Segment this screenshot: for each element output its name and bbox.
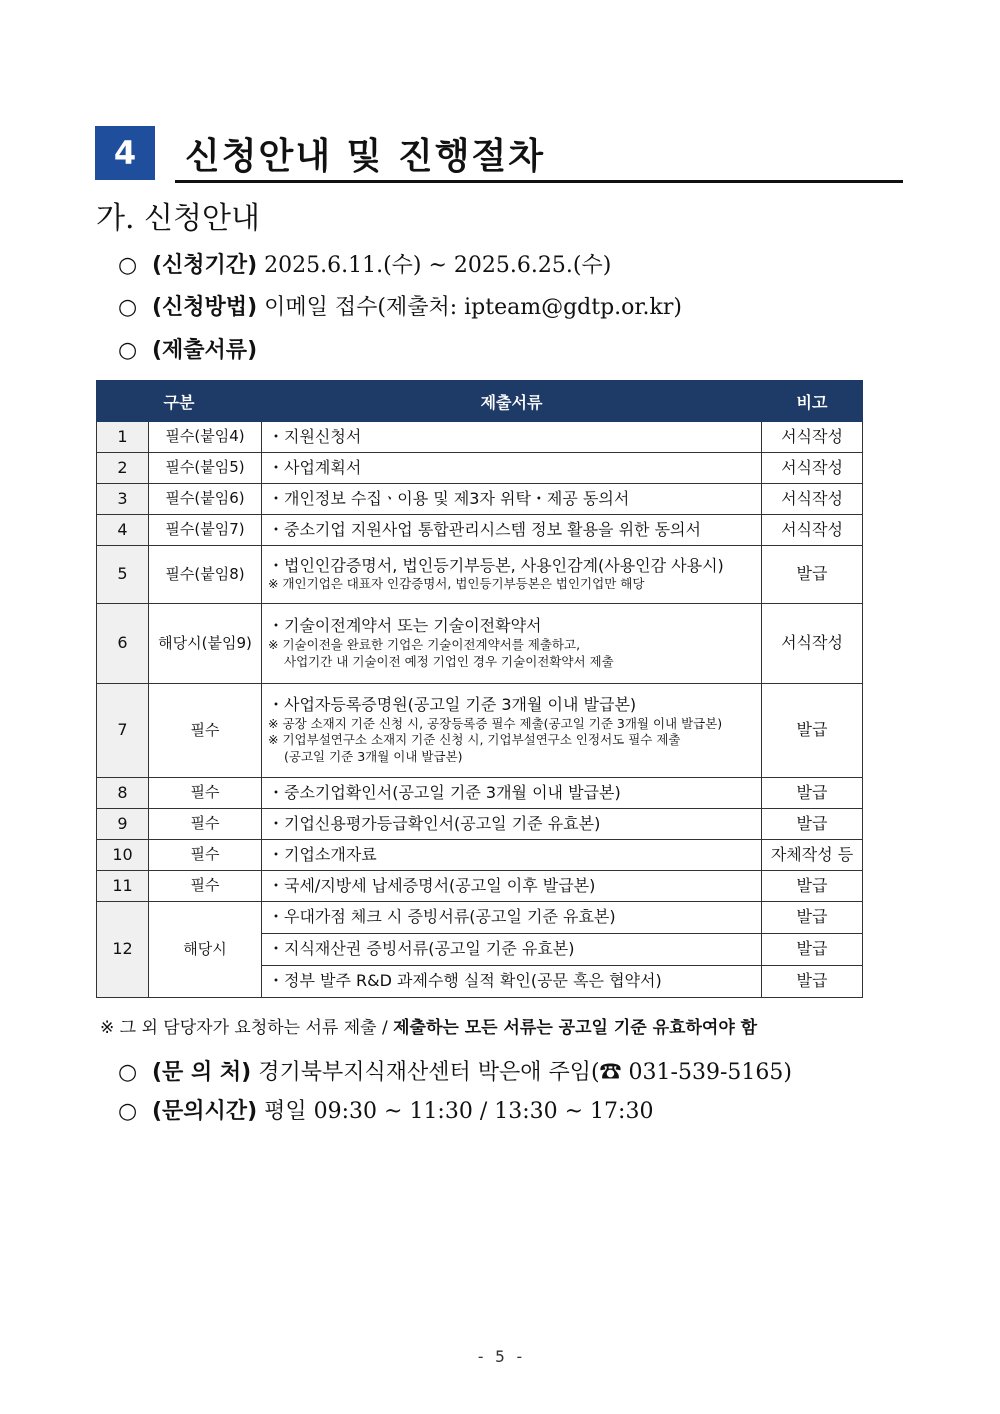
- table-row: [97, 453, 863, 484]
- row-document: [262, 546, 762, 604]
- circle-bullet-icon: ○: [118, 253, 138, 278]
- row-remark: 발급: [762, 778, 863, 809]
- document-name: ・개인정보 수집ㆍ이용 및 제3자 위탁・제공 동의서: [268, 488, 630, 508]
- row-document: [262, 604, 762, 684]
- row-number: 10: [97, 840, 149, 871]
- row-number: 11: [97, 871, 149, 902]
- bullet-text: 평일 09:30 ~ 11:30 / 13:30 ~ 17:30: [264, 1099, 654, 1124]
- row-remark: 서식작성: [762, 604, 863, 684]
- row-category: 필수: [149, 871, 262, 902]
- row-category: 필수: [149, 840, 262, 871]
- bullet-label: (신청방법): [152, 295, 258, 320]
- row-number: 5: [97, 546, 149, 604]
- row-category: 필수(붙임8): [149, 546, 262, 604]
- circle-bullet-icon: ○: [118, 1099, 138, 1124]
- row-number: 1: [97, 422, 149, 453]
- document-note: ※ 공장 소재지 기준 신청 시, 공장등록증 필수 제출(공고일 기준 3개월 이내 발급본): [268, 715, 723, 731]
- circle-bullet-icon: ○: [118, 338, 138, 363]
- document-name: ・지원신청서: [268, 426, 362, 446]
- bullet-text: 경기북부지식재산센터 박은애 주임(☎ 031-539-5165): [258, 1060, 792, 1085]
- row-number: 9: [97, 809, 149, 840]
- table-row: [97, 484, 863, 515]
- row-document: [262, 515, 762, 546]
- bullet-label: (문 의 처): [152, 1060, 252, 1085]
- row-document: [262, 778, 762, 809]
- document-note: ※ 기술이전을 완료한 기업은 기술이전계약서를 제출하고,: [268, 637, 581, 653]
- document-note: 사업기간 내 기술이전 예정 기업인 경우 기술이전확약서 제출: [284, 653, 614, 669]
- row-remark: 자체작성 등: [762, 840, 863, 871]
- row-category: 필수: [149, 684, 262, 778]
- table-row: [97, 809, 863, 840]
- bullet-application-method: [118, 290, 682, 321]
- document-name: ・기업신용평가등급확인서(공고일 기준 유효본): [268, 813, 601, 833]
- document-name: ・기업소개자료: [268, 844, 377, 864]
- document-name: ・사업자등록증명원(공고일 기준 3개월 이내 발급본): [268, 694, 637, 714]
- bullet-text: 2025.6.11.(수) ~ 2025.6.25.(수): [264, 253, 612, 278]
- row-category: 해당시(붙임9): [149, 604, 262, 684]
- table-header-row: [97, 381, 863, 422]
- row-document: [262, 809, 762, 840]
- row-remark: 서식작성: [762, 484, 863, 515]
- row-number: 4: [97, 515, 149, 546]
- document-name: ・법인인감증명서, 법인등기부등본, 사용인감계(사용인감 사용시): [268, 555, 724, 575]
- row-number: 6: [97, 604, 149, 684]
- row-remark: 발급: [762, 809, 863, 840]
- row-category: 필수: [149, 809, 262, 840]
- row-remark: 발급: [762, 934, 863, 966]
- row-remark: 서식작성: [762, 422, 863, 453]
- row-document: [262, 840, 762, 871]
- row-number: 2: [97, 453, 149, 484]
- bullet-contact: [118, 1055, 792, 1086]
- footnote: [100, 1013, 757, 1038]
- row-category: 필수(붙임4): [149, 422, 262, 453]
- circle-bullet-icon: ○: [118, 295, 138, 320]
- document-name: ・중소기업확인서(공고일 기준 3개월 이내 발급본): [268, 782, 621, 802]
- row-category: 필수(붙임6): [149, 484, 262, 515]
- footnote-text: ※ 그 외 담당자가 요청하는 서류 제출 /: [100, 1018, 394, 1038]
- row-remark: 발급: [762, 871, 863, 902]
- bullet-documents: [118, 333, 257, 364]
- document-name: ・기술이전계약서 또는 기술이전확약서: [268, 616, 542, 636]
- section-underline: [175, 180, 903, 183]
- table-row: [97, 840, 863, 871]
- table-row: [97, 871, 863, 902]
- header-notes: 비고: [762, 381, 863, 422]
- table-row: [97, 604, 863, 684]
- row-document: [262, 871, 762, 902]
- table-row: [97, 684, 863, 778]
- document-note: ※ 기업부설연구소 소재지 기준 신청 시, 기업부설연구소 인정서도 필수 제출: [268, 732, 681, 748]
- row-category: 해당시: [149, 902, 262, 998]
- row-category: 필수: [149, 778, 262, 809]
- table-row: [97, 422, 863, 453]
- row-document: ・우대가점 체크 시 증빙서류(공고일 기준 유효본): [262, 902, 762, 934]
- row-document: [262, 684, 762, 778]
- row-remark: 서식작성: [762, 515, 863, 546]
- table-row: [97, 778, 863, 809]
- document-name: ・중소기업 지원사업 통합관리시스템 정보 활용을 위한 동의서: [268, 519, 701, 539]
- documents-table: [96, 380, 863, 998]
- row-category: 필수(붙임7): [149, 515, 262, 546]
- row-number: 12: [97, 902, 149, 998]
- circle-bullet-icon: ○: [118, 1060, 138, 1085]
- row-document: [262, 453, 762, 484]
- document-name: ・사업계획서: [268, 457, 362, 477]
- table-row: [97, 546, 863, 604]
- table-row: [97, 902, 863, 934]
- page-number: - 5 -: [475, 1347, 525, 1366]
- bullet-text: 이메일 접수(제출처: ipteam@gdtp.or.kr): [264, 295, 682, 320]
- row-number: 7: [97, 684, 149, 778]
- row-remark: 발급: [762, 902, 863, 934]
- bullet-application-period: [118, 248, 611, 279]
- section-number: 4: [95, 126, 155, 180]
- row-category: 필수(붙임5): [149, 453, 262, 484]
- bullet-label: (신청기간): [152, 253, 258, 278]
- row-document: [262, 484, 762, 515]
- document-name: ・국세/지방세 납세증명서(공고일 이후 발급본): [268, 875, 596, 895]
- row-remark: 발급: [762, 684, 863, 778]
- row-remark: 발급: [762, 966, 863, 998]
- row-number: 8: [97, 778, 149, 809]
- header-category: 구분: [97, 381, 262, 422]
- row-remark: 발급: [762, 546, 863, 604]
- bullet-contact-hours: [118, 1094, 653, 1125]
- subsection-title: 가. 신청안내: [96, 201, 260, 236]
- row-number: 3: [97, 484, 149, 515]
- row-document: [262, 422, 762, 453]
- row-document: ・지식재산권 증빙서류(공고일 기준 유효본): [262, 934, 762, 966]
- row-remark: 서식작성: [762, 453, 863, 484]
- bullet-label: (문의시간): [152, 1099, 258, 1124]
- row-document: ・정부 발주 R&D 과제수행 실적 확인(공문 혹은 협약서): [262, 966, 762, 998]
- section-header: [95, 126, 903, 184]
- section-title: 신청안내 및 진행절차: [185, 136, 546, 177]
- header-documents: 제출서류: [262, 381, 762, 422]
- document-note: (공고일 기준 3개월 이내 발급본): [284, 749, 463, 765]
- table-row: [97, 515, 863, 546]
- document-note: ※ 개인기업은 대표자 인감증명서, 법인등기부등본은 법인기업만 해당: [268, 576, 645, 592]
- footnote-emphasis: 제출하는 모든 서류는 공고일 기준 유효하여야 함: [393, 1018, 758, 1038]
- bullet-label: (제출서류): [152, 338, 258, 363]
